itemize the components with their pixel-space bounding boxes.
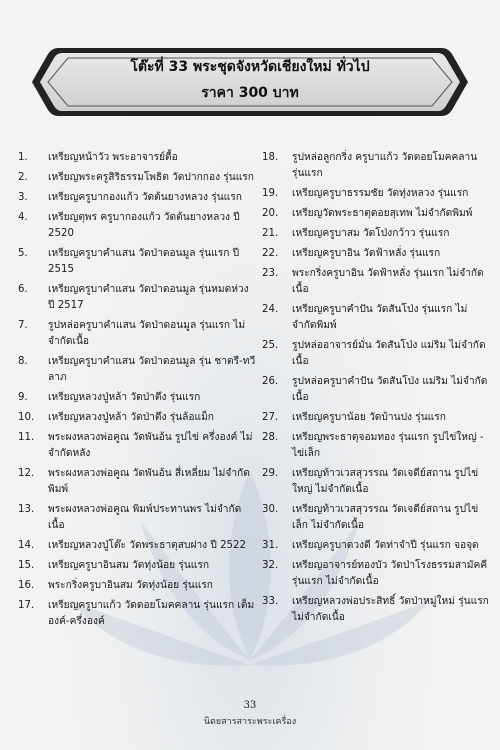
item-number: 13. — [18, 504, 35, 515]
list-item — [262, 338, 490, 370]
item-text: เหรียญหลวงพ่อประสิทธิ์ วัดป่าหมู่ใหม่ รุ่นแรก ไม่จำกัดเนื้อ — [292, 596, 489, 623]
list-item — [18, 150, 256, 166]
list-item — [18, 430, 256, 462]
item-text: เหรียญครูบาคำแสน วัดป่าดอนมูล รุ่นหมดห่วง ปี 2517 — [48, 284, 249, 311]
item-text: พระผงหลวงพ่อคูณ วัดพันอ้น สี่เหลี่ยม ไม่จำกัดพิมพ์ — [48, 468, 250, 495]
item-text: เหรียญครูบาคำปัน วัดสันโป่ง รุ่นแรก ไม่จำกัดพิมพ์ — [292, 304, 468, 331]
item-number: 24. — [262, 304, 279, 315]
item-number: 26. — [262, 376, 279, 387]
item-text: เหรียญครูบาสม วัดโป่งกว้าว รุ่นแรก — [292, 228, 450, 239]
item-number: 30. — [262, 504, 279, 515]
item-number: 33. — [262, 596, 279, 607]
list-item — [18, 578, 256, 594]
item-number: 14. — [18, 540, 35, 551]
item-number: 4. — [18, 212, 28, 223]
list-item — [262, 466, 490, 498]
item-number: 23. — [262, 268, 279, 279]
title-banner — [28, 44, 472, 120]
item-number: 21. — [262, 228, 279, 239]
item-text: เหรียญครูบากองแก้ว วัดต้นยางหลวง รุ่นแรก — [48, 192, 242, 203]
price-label: ราคา 300 บาท — [201, 85, 299, 101]
list-item — [262, 266, 490, 298]
left-column-list — [18, 150, 256, 634]
item-text: รูปหล่อครูบาคำปัน วัดสันโป่ง แม่ริม ไม่จำกัดเนื้อ — [292, 376, 488, 403]
item-number: 18. — [262, 152, 279, 163]
item-text: เหรียญท้าวเวสสุวรรณ วัดเจดีย์สถาน รูปไข่เล็ก ไม่จำกัดเนื้อ — [292, 504, 479, 531]
item-text: เหรียญครูบาคำแสน วัดป่าดอนมูล รุ่น ชาตรี-ทวีลาภ — [48, 356, 256, 383]
page-number: 33 — [243, 700, 257, 711]
list-item — [262, 186, 490, 202]
item-text: เหรียญอาจารย์ทองบัว วัดป่าโรงธรรมสามัคคี รุ่นแรก ไม่จำกัดเนื้อ — [292, 560, 488, 587]
item-text: รูปหล่อครูบาคำแสน วัดป่าดอนมูล รุ่นแรก ไม่จำกัดเนื้อ — [48, 320, 246, 347]
list-item — [262, 226, 490, 242]
list-item — [262, 150, 490, 182]
item-text: เหรียญครูบาธรรมชัย วัดทุ่งหลวง รุ่นแรก — [292, 188, 469, 199]
item-number: 2. — [18, 172, 28, 183]
list-item — [262, 374, 490, 406]
item-text: เหรียญท้าวเวสสุวรรณ วัดเจดีย์สถาน รูปไข่ใหญ่ ไม่จำกัดเนื้อ — [292, 468, 479, 495]
list-item — [262, 538, 490, 554]
item-text: เหรียญวัดพระธาตุดอยสุเทพ ไม่จำกัดพิมพ์ — [292, 208, 473, 219]
item-number: 10. — [18, 412, 35, 423]
list-item — [18, 466, 256, 498]
list-item — [18, 354, 256, 386]
item-number: 27. — [262, 412, 279, 423]
item-number: 20. — [262, 208, 279, 219]
item-text: เหรียญครูบาอิน วัดฟ้าหลั่ง รุ่นแรก — [292, 248, 441, 259]
item-text: เหรียญหลวงปู่โต๊ะ วัดพระธาตุสบฝาง ปี 2522 — [48, 540, 247, 551]
list-item — [18, 170, 256, 186]
list-item — [18, 246, 256, 278]
item-number: 22. — [262, 248, 279, 259]
item-text: พระกริ่งครูบาอินสม วัดทุ่งน้อย รุ่นแรก — [48, 580, 213, 591]
item-text: พระผงหลวงพ่อคูณ พิมพ์ประทานพร ไม่จำกัดเนื้อ — [48, 504, 242, 531]
list-item — [18, 538, 256, 554]
item-number: 3. — [18, 192, 28, 203]
item-text: รูปหล่ออาจารย์มั่น วัดสันโป่ง แม่ริม ไม่จำกัดเนื้อ — [292, 340, 486, 367]
item-number: 17. — [18, 600, 35, 611]
list-item — [18, 558, 256, 574]
item-text: รูปหล่อลูกกริ่ง ครูบาแก้ว วัดดอยโมคคลาน รุ่นแรก — [292, 152, 478, 179]
item-number: 15. — [18, 560, 35, 571]
item-number: 19. — [262, 188, 279, 199]
list-item — [18, 190, 256, 206]
item-text: เหรียญครูบาคำแสน วัดป่าดอนมูล รุ่นแรก ปี 2515 — [48, 248, 240, 275]
list-item — [18, 318, 256, 350]
item-number: 25. — [262, 340, 279, 351]
item-text: เหรียญครูบาน้อย วัดบ้านปง รุ่นแรก — [292, 412, 446, 423]
list-item — [262, 430, 490, 462]
right-column-list — [262, 150, 490, 630]
item-number: 12. — [18, 468, 35, 479]
item-number: 31. — [262, 540, 279, 551]
item-text: เหรียญตุพร ครูบากองแก้ว วัดต้นยางหลวง ปี 2520 — [48, 212, 240, 239]
item-number: 9. — [18, 392, 28, 403]
item-text: เหรียญหลวงปู่หล้า วัดป่าตึง รุ่นแรก — [48, 392, 201, 403]
item-text: เหรียญพระครูสิริธรรมโพธิต วัดปากกอง รุ่นแรก — [48, 172, 254, 183]
item-number: 11. — [18, 432, 35, 443]
item-number: 28. — [262, 432, 279, 443]
magazine-name: นิตยสารสาระพระเครื่อง — [203, 717, 297, 727]
item-text: พระผงหลวงพ่อคูณ วัดพันอ้น รูปไข่ ครึ่งองค์ ไม่จำกัดหลัง — [48, 432, 253, 459]
item-number: 8. — [18, 356, 28, 367]
list-item — [262, 558, 490, 590]
item-number: 16. — [18, 580, 35, 591]
item-text: เหรียญครูบาอินสม วัดทุ่งน้อย รุ่นแรก — [48, 560, 210, 571]
list-item — [18, 210, 256, 242]
item-text: เหรียญหน้าวัว พระอาจารย์ตื้อ — [48, 152, 178, 163]
item-text: พระกริ่งครูบาอิน วัดฟ้าหลั่ง รุ่นแรก ไม่จำกัดเนื้อ — [292, 268, 484, 295]
list-item — [18, 410, 256, 426]
list-item — [262, 206, 490, 222]
item-text: เหรียญครูบาแก้ว วัดดอยโมคคลาน รุ่นแรก เต็มองค์-ครึ่งองค์ — [48, 600, 255, 627]
item-number: 32. — [262, 560, 279, 571]
list-item — [18, 390, 256, 406]
item-number: 6. — [18, 284, 28, 295]
list-item — [262, 410, 490, 426]
item-text: เหรียญหลวงปู่หล้า วัดป่าตึง รุ่นล้อแม็ก — [48, 412, 214, 423]
list-item — [18, 502, 256, 534]
list-item — [18, 282, 256, 314]
item-text: เหรียญครูบาดวงดี วัดท่าจำปี รุ่นแรก จอจุด — [292, 540, 479, 551]
item-text: เหรียญพระธาตุจอมทอง รุ่นแรก รูปไข่ใหญ่ - ไข่เล็ก — [292, 432, 484, 459]
page-title: โต๊ะที่ 33 พระชุดจังหวัดเชียงใหม่ ทั่วไป — [130, 59, 370, 75]
list-item — [18, 598, 256, 630]
item-number: 5. — [18, 248, 28, 259]
item-number: 1. — [18, 152, 28, 163]
list-item — [262, 246, 490, 262]
item-number: 29. — [262, 468, 279, 479]
list-item — [262, 302, 490, 334]
list-item — [262, 502, 490, 534]
list-item — [262, 594, 490, 626]
item-number: 7. — [18, 320, 28, 331]
